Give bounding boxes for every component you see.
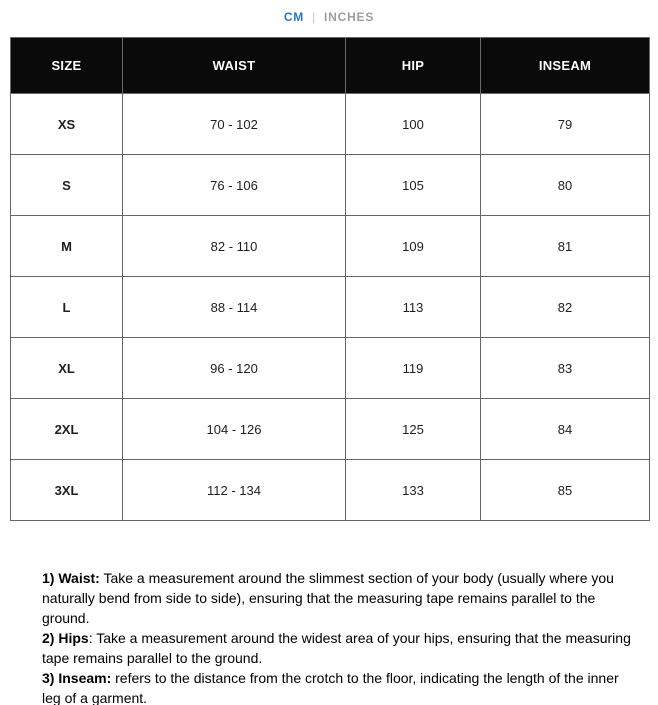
- cell-size: M: [11, 216, 123, 277]
- cell-inseam: 84: [481, 399, 650, 460]
- cell-inseam: 82: [481, 277, 650, 338]
- cell-hip: 100: [346, 94, 481, 155]
- table-row: [11, 338, 650, 399]
- table-row: [11, 277, 650, 338]
- table-row: [11, 216, 650, 277]
- cell-waist: 112 - 134: [123, 460, 346, 521]
- table-row: [11, 94, 650, 155]
- cell-size: L: [11, 277, 123, 338]
- cell-size: XL: [11, 338, 123, 399]
- note-hips-label: 2) Hips: [42, 630, 89, 646]
- note-hips-text: : Take a measurement around the widest area of your hips, ensuring that the measuring tape remains parallel to the ground.: [42, 630, 631, 666]
- cell-inseam: 83: [481, 338, 650, 399]
- cell-hip: 133: [346, 460, 481, 521]
- cell-waist: 96 - 120: [123, 338, 346, 399]
- note-waist: [42, 568, 639, 628]
- note-waist-text: Take a measurement around the slimmest section of your body (usually where you naturally bend from side to side), ensuring that the measuring tape remains parallel to the ground.: [42, 570, 614, 626]
- column-header-waist: WAIST: [123, 38, 346, 94]
- cell-waist: 88 - 114: [123, 277, 346, 338]
- size-chart-table: [10, 37, 650, 521]
- cell-inseam: 80: [481, 155, 650, 216]
- table-row: [11, 399, 650, 460]
- column-header-hip: HIP: [346, 38, 481, 94]
- cell-hip: 113: [346, 277, 481, 338]
- cell-inseam: 79: [481, 94, 650, 155]
- unit-cm-button[interactable]: CM: [283, 10, 305, 24]
- unit-toggle-separator: |: [312, 10, 317, 24]
- cell-hip: 119: [346, 338, 481, 399]
- note-inseam-label: 3) Inseam:: [42, 670, 112, 686]
- table-header-row: [11, 38, 650, 94]
- note-inseam-text: refers to the distance from the crotch to the floor, indicating the length of the inner leg of a garment.: [42, 670, 619, 705]
- cell-size: S: [11, 155, 123, 216]
- cell-hip: 105: [346, 155, 481, 216]
- cell-waist: 70 - 102: [123, 94, 346, 155]
- cell-size: XS: [11, 94, 123, 155]
- measurement-notes: [42, 568, 639, 705]
- cell-size: 2XL: [11, 399, 123, 460]
- unit-toggle: [0, 0, 658, 25]
- note-hips: [42, 628, 639, 668]
- note-waist-label: 1) Waist:: [42, 570, 100, 586]
- cell-hip: 125: [346, 399, 481, 460]
- unit-inches-button[interactable]: INCHES: [324, 10, 375, 24]
- cell-size: 3XL: [11, 460, 123, 521]
- note-inseam: [42, 668, 639, 705]
- cell-inseam: 85: [481, 460, 650, 521]
- cell-inseam: 81: [481, 216, 650, 277]
- cell-waist: 82 - 110: [123, 216, 346, 277]
- cell-hip: 109: [346, 216, 481, 277]
- table-row: [11, 155, 650, 216]
- column-header-inseam: INSEAM: [481, 38, 650, 94]
- table-row: [11, 460, 650, 521]
- column-header-size: SIZE: [11, 38, 123, 94]
- cell-waist: 104 - 126: [123, 399, 346, 460]
- cell-waist: 76 - 106: [123, 155, 346, 216]
